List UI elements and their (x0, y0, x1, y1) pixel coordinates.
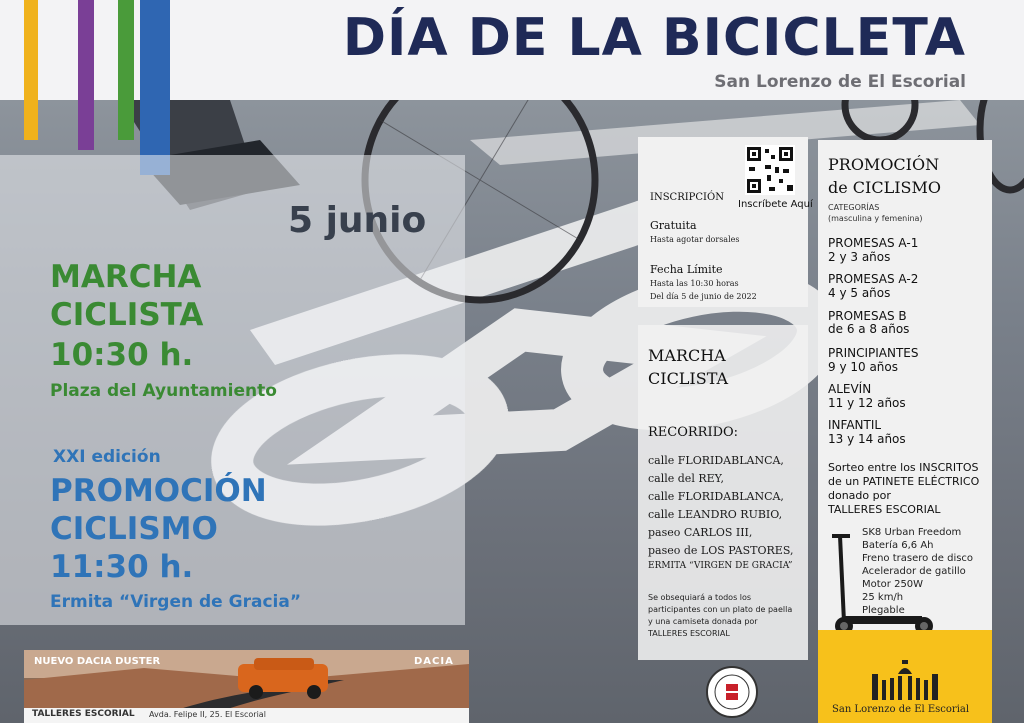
gift-line: participantes con un plato de paella (648, 605, 793, 614)
gift-line: y una camiseta donada por (648, 617, 758, 626)
scooter-spec: Motor 250W (862, 579, 924, 590)
scooter-spec: Acelerador de gatillo (862, 566, 966, 577)
scooter-spec: SK8 Urban Freedom (862, 527, 962, 538)
categoria-name: ALEVÍN (828, 382, 872, 396)
gift-line: TALLERES ESCORIAL (648, 629, 730, 638)
fecha-limite-line1: Hasta las 10:30 horas (650, 279, 739, 288)
categorias-note: (masculina y femenina) (828, 214, 923, 223)
ayuntamiento-name: San Lorenzo de El Escorial (832, 704, 970, 715)
decorative-stripe-green (118, 0, 134, 140)
page-subtitle: San Lorenzo de El Escorial (714, 72, 966, 92)
recorrido-street: calle FLORIDABLANCA, (648, 490, 784, 503)
monastery-logo-icon (868, 660, 942, 702)
ad-footer (24, 708, 469, 723)
sorteo-line: de un PATINETE ELÉCTRICO (828, 475, 980, 488)
ayuntamiento-block (818, 630, 992, 723)
promocion-time: 11:30 h. (50, 549, 194, 585)
sorteo-line: Sorteo entre los INSCRITOS (828, 461, 979, 474)
categorias-title-line1: PROMOCIÓN (828, 155, 940, 174)
promocion-edition: XXI edición (53, 447, 161, 467)
promocion-place: Ermita “Virgen de Gracia” (50, 592, 301, 612)
decorative-stripe-purple (78, 0, 94, 150)
recorrido-street: calle del REY, (648, 472, 724, 485)
gratuita-note: Hasta agotar dorsales (650, 235, 740, 244)
categoria-ages: 9 y 10 años (828, 360, 899, 374)
scooter-spec: 25 km/h (862, 592, 904, 603)
categoria-ages: 2 y 3 años (828, 250, 891, 264)
marcha-title-line1: MARCHA (50, 259, 202, 295)
recorrido-street: calle LEANDRO RUBIO, (648, 508, 783, 521)
qr-code-icon (745, 145, 795, 195)
club-ciclista-badge (706, 666, 758, 718)
recorrido-title-line2: CICLISTA (648, 369, 729, 388)
recorrido-street: paseo CARLOS III, (648, 526, 753, 539)
marcha-time: 10:30 h. (50, 337, 194, 373)
categoria-ages: de 6 a 8 años (828, 322, 910, 336)
categoria-name: PROMESAS A-1 (828, 236, 919, 250)
categoria-ages: 11 y 12 años (828, 396, 906, 410)
gift-line: Se obsequiará a todos los (648, 593, 752, 602)
decorative-stripe-yellow (24, 0, 38, 140)
sorteo-line: TALLERES ESCORIAL (828, 503, 941, 516)
promocion-title-line2: CICLISMO (50, 511, 218, 547)
qr-caption: Inscríbete Aquí (738, 199, 813, 210)
categorias-title-line2: de CICLISMO (828, 178, 942, 197)
qr-code[interactable] (745, 145, 795, 195)
decorative-stripe-blue (140, 0, 170, 175)
ad-brand: DACIA (414, 656, 454, 667)
sorteo-line: donado por (828, 489, 891, 502)
recorrido-street: calle FLORIDABLANCA, (648, 454, 784, 467)
categoria-name: PROMESAS A-2 (828, 272, 919, 286)
club-ciclista-logo-icon (708, 668, 756, 716)
marcha-place: Plaza del Ayuntamiento (50, 381, 277, 401)
categoria-ages: 4 y 5 años (828, 286, 891, 300)
fecha-limite-line2: Del día 5 de junio de 2022 (650, 292, 757, 301)
categoria-ages: 13 y 14 años (828, 432, 906, 446)
ad-footer-address: Avda. Felipe II, 25. El Escorial (149, 710, 266, 719)
recorrido-street: paseo de LOS PASTORES, (648, 544, 794, 557)
event-date: 5 junio (288, 200, 427, 241)
categorias-label: CATEGORÍAS (828, 203, 880, 212)
fecha-limite-label: Fecha Límite (650, 263, 723, 276)
scooter-spec: Batería 6,6 Ah (862, 540, 934, 551)
categoria-name: PROMESAS B (828, 309, 907, 323)
inscripcion-heading: INSCRIPCIÓN (650, 192, 724, 203)
page-title: DÍA DE LA BICICLETA (342, 8, 966, 68)
ad-footer-name: TALLERES ESCORIAL (32, 709, 135, 719)
recorrido-label: RECORRIDO: (648, 425, 739, 440)
gratuita-label: Gratuita (650, 219, 697, 232)
scooter-spec: Freno trasero de disco (862, 553, 974, 564)
scooter-spec: Plegable (862, 605, 905, 616)
categoria-name: PRINCIPIANTES (828, 346, 919, 360)
categoria-name: INFANTIL (828, 418, 882, 432)
ad-headline: NUEVO DACIA DUSTER (34, 656, 161, 667)
recorrido-street: ERMITA “VIRGEN DE GRACIA” (648, 561, 793, 571)
recorrido-title-line1: MARCHA (648, 346, 726, 365)
promocion-title-line1: PROMOCIÓN (50, 473, 267, 509)
marcha-title-line2: CICLISTA (50, 297, 204, 333)
